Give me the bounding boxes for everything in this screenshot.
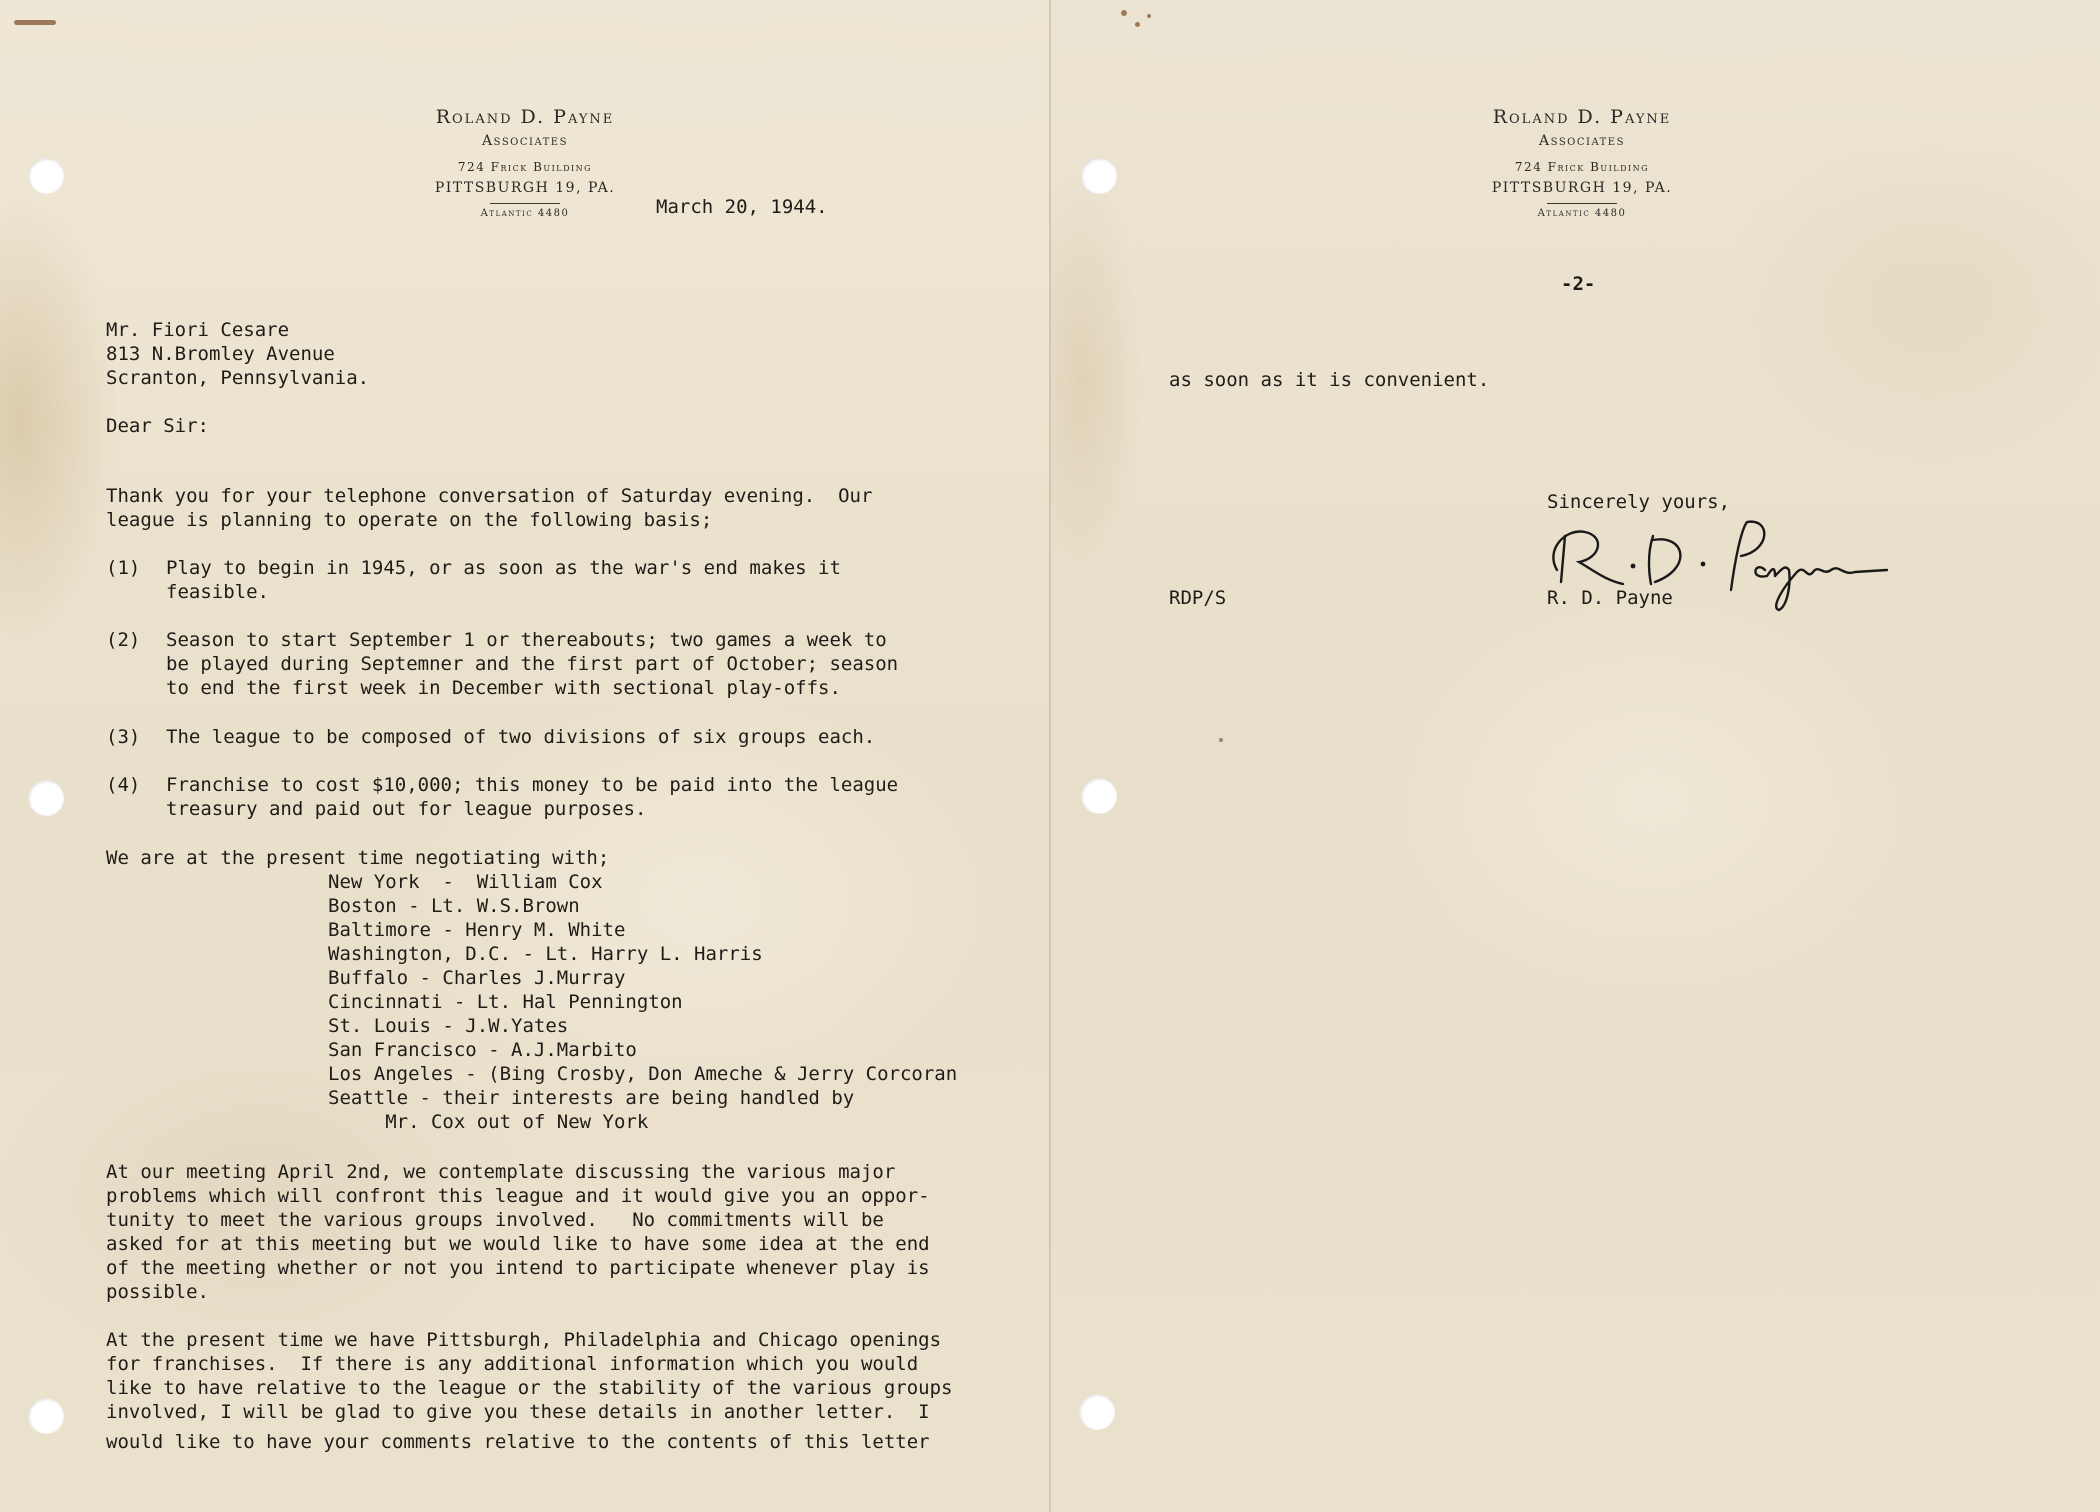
letterhead-name: Roland D. Payne [435, 106, 615, 128]
stain-spot [1121, 10, 1127, 16]
letterhead-rule [1547, 203, 1617, 204]
ink-mark [14, 20, 56, 25]
item-line: Play to begin in 1945, or as soon as the war's end makes it [166, 557, 841, 579]
item-line: Franchise to cost $10,000; this money to be paid into the league [166, 774, 899, 796]
letter-page-1 [0, 0, 1049, 1512]
page-number: -2- [1561, 273, 1596, 295]
negotiation-item: Washington, D.C. - Lt. Harry L. Harris [328, 943, 763, 965]
openings-line: At the present time we have Pittsburgh, Philadelphia and Chicago openings [106, 1329, 942, 1351]
signer-name: R. D. Payne [1547, 587, 1673, 609]
stain-spot [1147, 14, 1151, 18]
punch-hole [28, 158, 64, 194]
negotiation-item: Los Angeles - (Bing Crosby, Don Ameche & Jerry Corcoran [328, 1063, 958, 1085]
recipient-name: Mr. Fiori Cesare [106, 319, 290, 341]
negotiation-item: San Francisco - A.J.Marbito [328, 1039, 637, 1061]
punch-hole [1081, 778, 1117, 814]
item-number: (2) [106, 629, 141, 651]
item-number: (3) [106, 726, 141, 748]
openings-line: involved, I will be glad to give you these details in another letter. I [106, 1401, 930, 1423]
meeting-line: possible. [106, 1281, 209, 1303]
meeting-line: of the meeting whether or not you intend to participate whenever play is [106, 1257, 930, 1279]
punch-hole [1081, 158, 1117, 194]
openings-line: for franchises. If there is any additional information which you would [106, 1353, 919, 1375]
item-number: (1) [106, 557, 141, 579]
letterhead-building: 724 Frick Building [1514, 159, 1650, 174]
closing: Sincerely yours, [1547, 491, 1731, 513]
letter-date: March 20, 1944. [656, 196, 828, 218]
negotiation-item: New York - William Cox [328, 871, 603, 893]
item-line: The league to be composed of two divisions of six groups each. [166, 726, 876, 748]
punch-hole [1079, 1394, 1115, 1430]
letterhead-phone: Atlantic 4480 [1537, 207, 1627, 219]
openings-line: would like to have your comments relative to the contents of this letter [106, 1431, 930, 1453]
meeting-line: problems which will confront this league and it would give you an oppor- [106, 1185, 930, 1207]
recipient-street: 813 N.Bromley Avenue [106, 343, 335, 365]
meeting-line: At our meeting April 2nd, we contemplate discussing the various major [106, 1161, 896, 1183]
letterhead [1457, 106, 1707, 220]
letterhead [400, 106, 650, 220]
meeting-line: asked for at this meeting but we would like to have some idea at the end [106, 1233, 930, 1255]
recipient-city: Scranton, Pennsylvania. [106, 367, 370, 389]
negotiation-item: Mr. Cox out of New York [328, 1111, 649, 1133]
letterhead-city: PITTSBURGH 19, PA. [434, 179, 616, 196]
letterhead-building: 724 Frick Building [457, 159, 593, 174]
negotiation-item: Boston - Lt. W.S.Brown [328, 895, 580, 917]
item-number: (4) [106, 774, 141, 796]
intro-line: league is planning to operate on the following basis; [106, 509, 713, 531]
openings-line: like to have relative to the league or the stability of the various groups [106, 1377, 953, 1399]
item-line: feasible. [166, 581, 269, 603]
stain-spot [1135, 22, 1140, 27]
item-line: treasury and paid out for league purposes. [166, 798, 647, 820]
letter-page-2 [1049, 0, 2100, 1512]
negotiation-item: Buffalo - Charles J.Murray [328, 967, 626, 989]
salutation: Dear Sir: [106, 415, 209, 437]
punch-hole [28, 1398, 64, 1434]
stain-spot [1219, 738, 1223, 742]
negotiation-item: St. Louis - J.W.Yates [328, 1015, 569, 1037]
letterhead-phone: Atlantic 4480 [480, 207, 570, 219]
negotiation-item: Cincinnati - Lt. Hal Pennington [328, 991, 683, 1013]
negotiating-intro: We are at the present time negotiating with; [106, 847, 610, 869]
typist-initials: RDP/S [1169, 587, 1227, 609]
item-line: be played during Septemner and the first part of October; season [166, 653, 899, 675]
negotiation-item: Seattle - their interests are being handled by [328, 1087, 855, 1109]
letterhead-associates: Associates [1539, 132, 1625, 149]
item-line: Season to start September 1 or thereabouts; two games a week to [166, 629, 887, 651]
letterhead-name: Roland D. Payne [1492, 106, 1672, 128]
letterhead-associates: Associates [482, 132, 568, 149]
continuation-line: as soon as it is convenient. [1169, 369, 1490, 391]
negotiation-list [328, 870, 957, 1134]
item-line: to end the first week in December with sectional play-offs. [166, 677, 841, 699]
letterhead-rule [490, 203, 560, 204]
intro-line: Thank you for your telephone conversation of Saturday evening. Our [106, 485, 873, 507]
punch-hole [28, 780, 64, 816]
meeting-line: tunity to meet the various groups involved. No commitments will be [106, 1209, 884, 1231]
letterhead-city: PITTSBURGH 19, PA. [1491, 179, 1673, 196]
negotiation-item: Baltimore - Henry M. White [328, 919, 626, 941]
